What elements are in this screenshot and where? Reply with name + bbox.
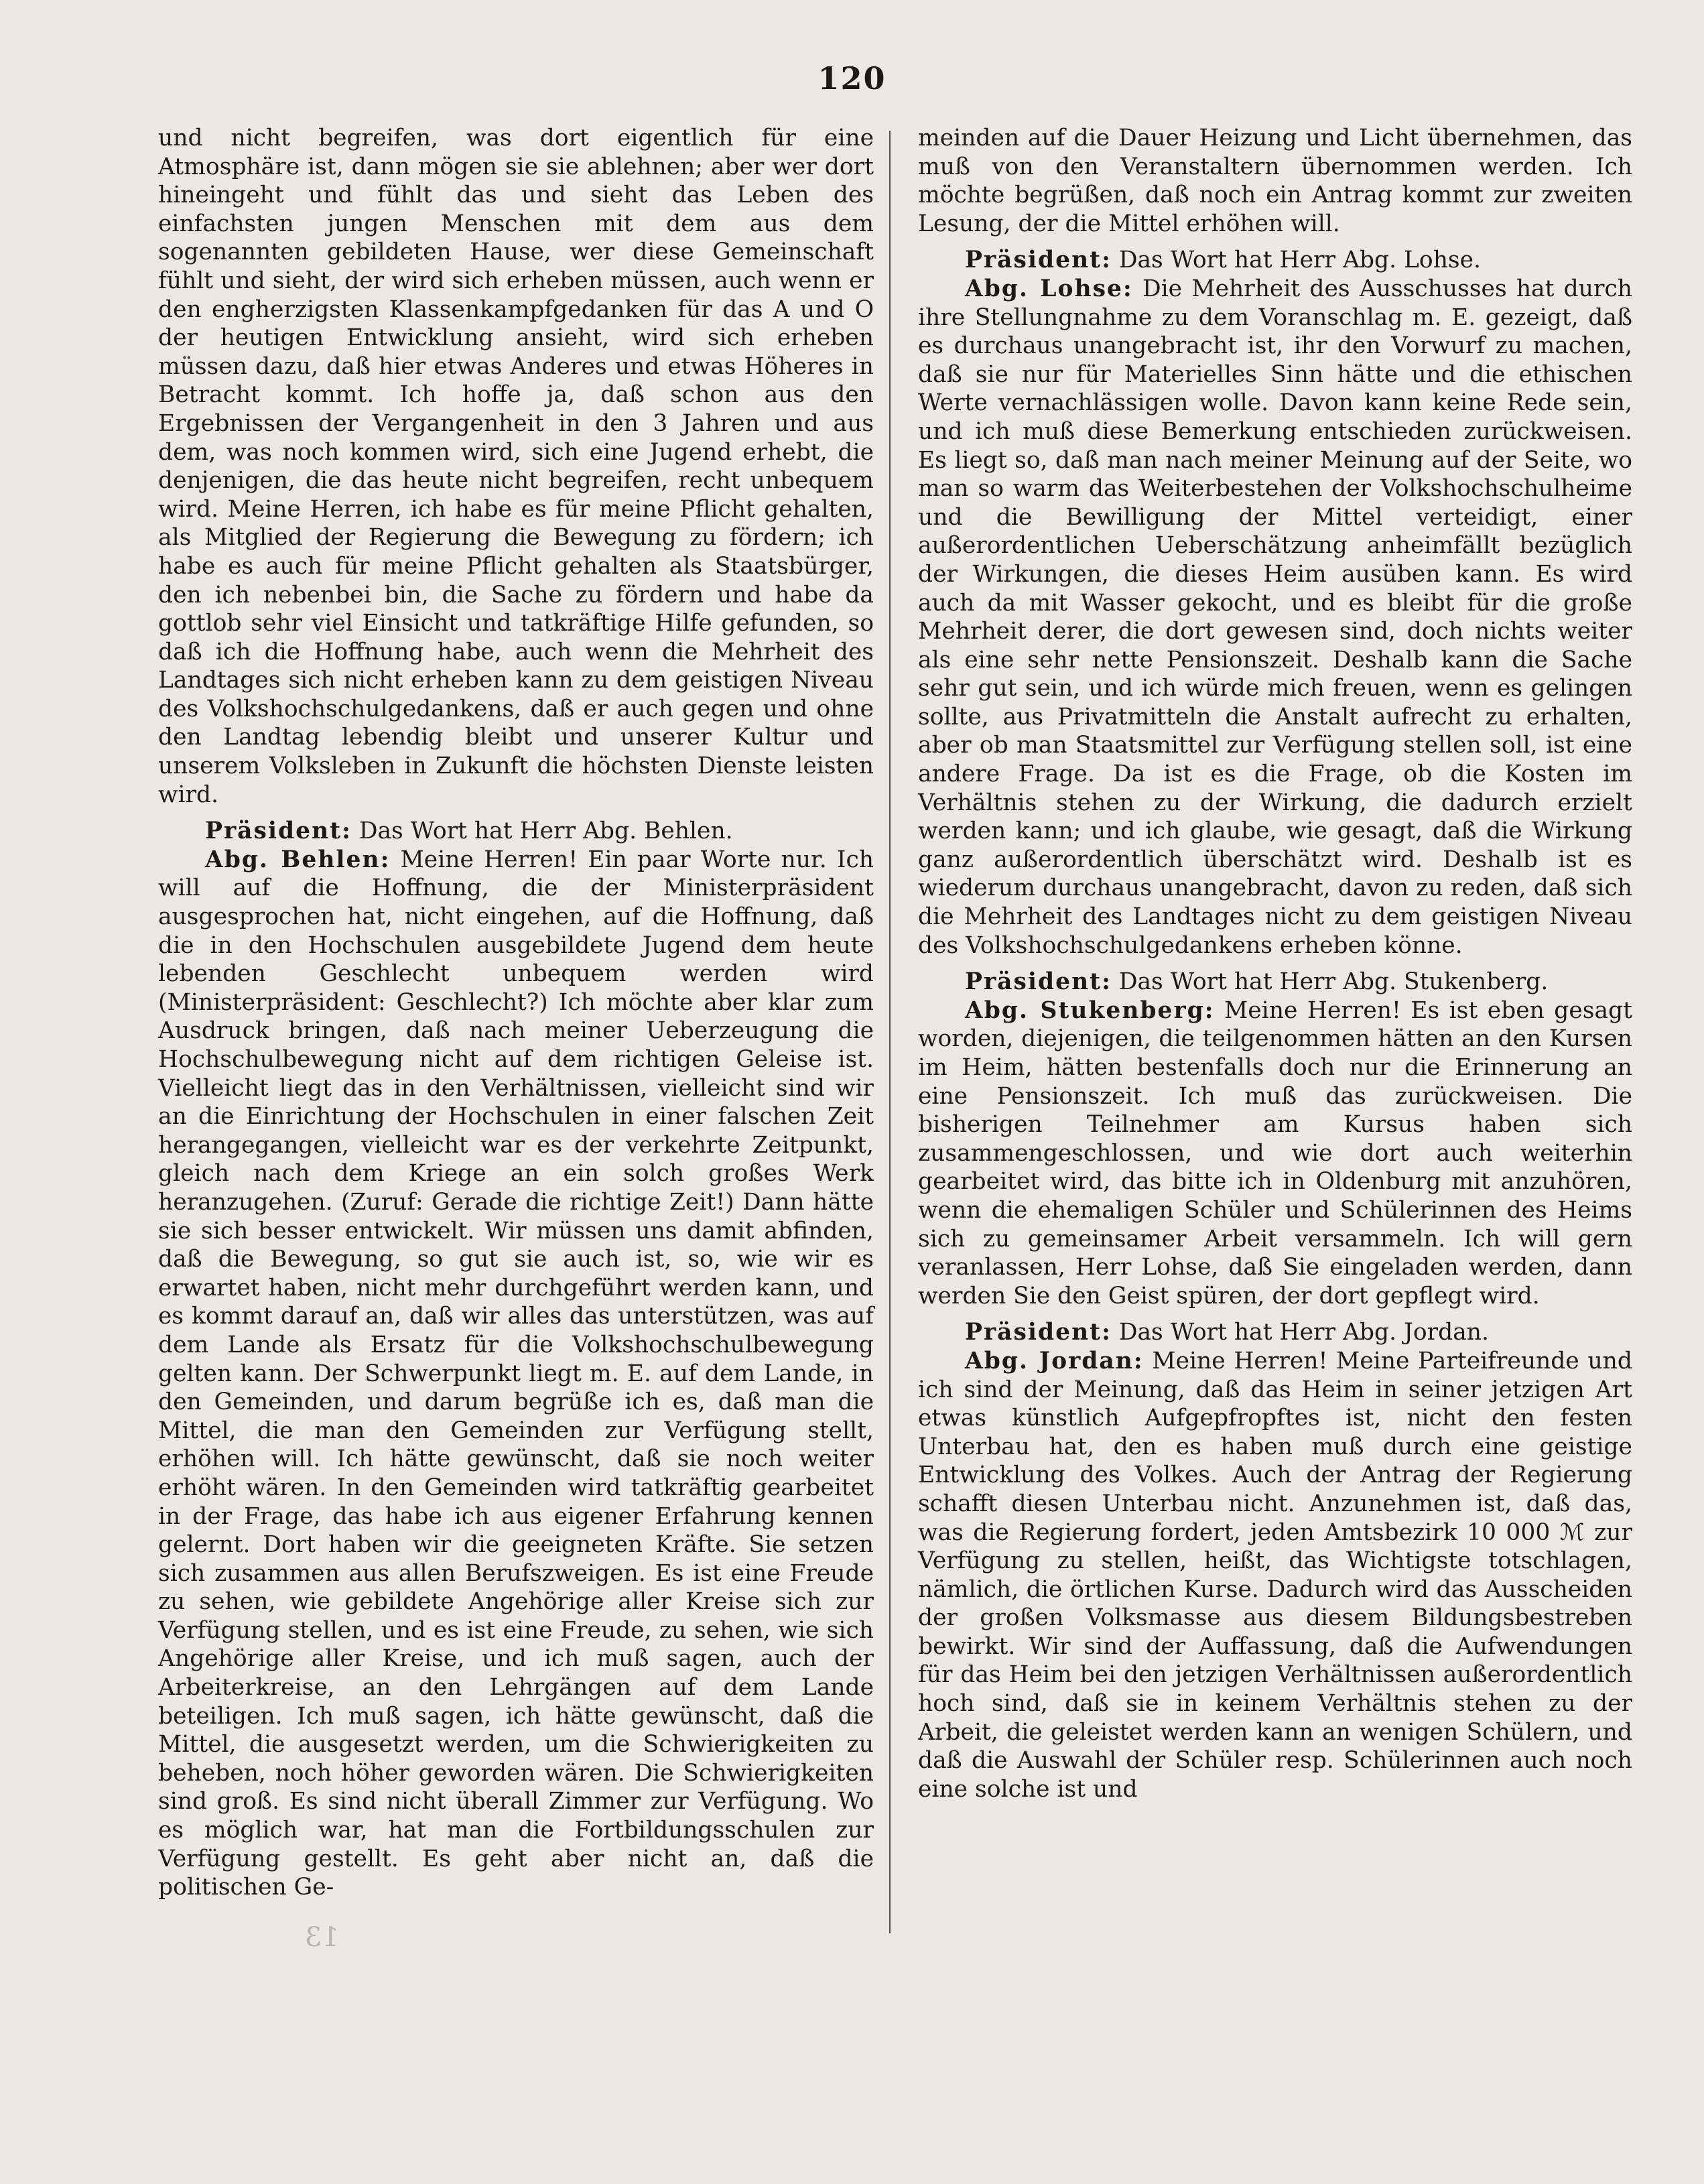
speaker-label: Präsident: [205,818,352,845]
paragraph-text: Meine Herren! Es ist eben gesagt worden, diejenigen, die teilgenommen hätten an den Kursen im Heim, hätten bestenfalls doch nur die Erinnerung an eine Pensionszeit. Ich muß das zurückweisen. Die bisherigen Teilnehmer am Kursus haben sich zusammengeschlossen, und wie dort auch weiterhin gearbeitet wird, das bitte ich in Oldenburg mit anzuhören, wenn die ehemaligen Schüler und Schülerinnen des Heims sich zu gemeinsamer Arbeit versammeln. Ich will gern veranlassen, Herr Lohse, daß Sie eingeladen werden, dann werden Sie den Geist spüren, der dort gepflegt wird. [918,997,1633,1309]
speaker-label: Präsident: [965,1319,1112,1346]
paragraph-text: Die Mehrheit des Ausschusses hat durch ihre Stellungnahme zu dem Voranschlag m. E. gezeigt, daß es durchaus unangebracht ist, ihr den Vorwurf zu machen, daß sie nur für Materielles Sinn hätte und die ethischen Werte vernachlässigen wolle. Davon kann keine Rede sein, und ich muß diese Bemerkung entschieden zurückweisen. Es liegt so, daß man nach meiner Meinung auf der Seite, wo man so warm das Weiterbestehen der Volkshochschulheime und die Bewilligung der Mittel verteidigt, einer außerordentlichen Ueberschätzung anheimfällt bezüglich der Wirkungen, die dieses Heim ausüben kann. Es wird auch da mit Wasser gekocht, und es bleibt für die große Mehrheit derer, die dort gewesen sind, doch nichts weiter als eine sehr nette Pensionszeit. Deshalb kann die Sache sehr gut sein, und ich würde mich freuen, wenn es gelingen sollte, aus Privatmitteln die Anstalt aufrecht zu erhalten, aber ob man Staatsmittel zur Verfügung stellen soll, ist eine andere Frage. Da ist es die Frage, ob die Kosten im Verhältnis stehen zu der Wirkung, die dadurch erzielt werden kann; und ich glaube, wie gesagt, daß die Wirkung ganz außerordentlich überschätzt wird. Deshalb ist es wiederum durchaus unangebracht, davon zu reden, daß sich die Mehrheit des Landtages nicht zu dem geistigen Niveau des Volkshochschulgedankens erheben könne. [918,275,1633,959]
paragraph-text: Das Wort hat Herr Abg. Jordan. [1118,1319,1489,1346]
speaker-paragraph [918,275,1632,960]
bleed-through-mark: 13 [305,1922,339,1953]
paragraph-text: Meine Herren! Ein paar Worte nur. Ich will auf die Hoffnung, die der Ministerpräsident ausgesprochen hat, nicht eingehen, auf die Hoffnung, daß die in den Hochschulen ausgebildete Jugend dem heute lebenden Geschlecht unbequem werden wird (Ministerpräsident: Geschlecht?) Ich möchte aber klar zum Ausdruck bringen, daß nach meiner Ueberzeugung die Hochschulbewegung nicht auf dem richtigen Geleise ist. Vielleicht liegt das in den Verhältnissen, vielleicht sind wir an die Einrichtung der Hochschulen in einer falschen Zeit herangegangen, vielleicht war es der verkehrte Zeitpunkt, gleich nach dem Kriege an ein solch großes Werk heranzugehen. (Zuruf: Gerade die richtige Zeit!) Dann hätte sie sich besser entwickelt. Wir müssen uns damit abfinden, daß die Bewegung, so gut sie auch ist, so, wie wir es erwartet haben, nicht mehr durchgeführt werden kann, und es kommt darauf an, daß wir alles das unterstützen, was auf dem Lande als Ersatz für die Volkshochschulbewegung gelten kann. Der Schwerpunkt liegt m. E. auf dem Lande, in den Gemeinden, und darum begrüße ich es, daß man die Mittel, die man den Gemeinden zur Verfügung stellt, erhöhen will. Ich hätte gewünscht, daß sie noch weiter erhöht wären. In den Gemeinden wird tatkräftig gearbeitet in der Frage, das habe ich aus eigener Erfahrung kennen gelernt. Dort haben wir die geeigneten Kräfte. Sie setzen sich zusammen aus allen Berufszweigen. Es ist eine Freude zu sehen, wie gebildete Angehörige aller Kreise sich zur Verfügung stellen, und es ist eine Freude, zu sehen, wie sich Angehörige aller Kreise, und ich muß sagen, auch der Arbeiterkreise, an den Lehrgängen auf dem Lande beteiligen. Ich muß sagen, ich hätte gewünscht, daß die Mittel, die ausgesetzt werden, um die Schwierigkeiten zu beheben, noch höher geworden wären. Die Schwierigkeiten sind groß. Es sind nicht überall Zimmer zur Verfügung. Wo es möglich war, hat man die Fortbildungsschulen zur Verfügung gestellt. Es geht aber nicht an, daß die politischen Ge- [158,846,874,1901]
speaker-label: Abg. Stukenberg: [965,997,1215,1024]
speaker-label: Präsident: [965,968,1112,996]
paragraph [918,124,1632,238]
speaker-paragraph [158,817,874,846]
paragraph-text: Das Wort hat Herr Abg. Behlen. [358,818,733,845]
speaker-paragraph [918,246,1632,275]
paragraph-text: und nicht begreifen, was dort eigentlich für eine Atmosphäre ist, dann mögen sie sie ablehnen; aber wer dort hineingeht und fühlt das und sieht das Leben des einfachsten jungen Menschen mit dem aus dem sogenannten gebildeten Hause, wer diese Gemeinschaft fühlt und sieht, der wird sich erheben müssen, auch wenn er den engherzigsten Klassenkampfgedanken für das A und O der heutigen Entwicklung ansieht, wird sich erheben müssen dazu, daß hier etwas Anderes und etwas Höheres in Betracht kommt. Ich hoffe ja, daß schon aus den Ergebnissen der Vergangenheit in den 3 Jahren und aus dem, was noch kommen wird, sich eine Jugend erhebt, die denjenigen, die das heute nicht begreifen, recht unbequem wird. Meine Herren, ich habe es für meine Pflicht gehalten, als Mitglied der Regierung die Bewegung zu fördern; ich habe es auch für meine Pflicht gehalten als Staatsbürger, den ich nebenbei bin, die Sache zu fördern und habe da gottlob sehr viel Einsicht und tatkräftige Hilfe gefunden, so daß ich die Hoffnung habe, auch wenn die Mehrheit des Landtages sich nicht erheben kann zu dem geistigen Niveau des Volkshochschulgedankens, daß er auch gegen und ohne den Landtag lebendig bleibt und unserer Kultur und unserem Volksleben in Zukunft die höchsten Dienste leisten wird. [158,125,874,808]
paragraph-text: meinden auf die Dauer Heizung und Licht übernehmen, das muß von den Veranstaltern übernommen werden. Ich möchte begrüßen, daß noch ein Antrag kommt zur zweiten Lesung, der die Mittel erhöhen will. [918,125,1632,237]
column-divider [889,131,891,1933]
speaker-paragraph [158,846,874,1902]
left-column [158,124,874,1902]
paragraph [158,124,874,809]
speaker-label: Abg. Behlen: [205,846,391,873]
speaker-paragraph [918,968,1632,997]
speaker-label: Präsident: [965,247,1112,274]
page-number: 120 [817,60,887,97]
speaker-paragraph [918,1347,1632,1804]
speaker-label: Abg. Lohse: [965,275,1133,302]
speaker-paragraph [918,997,1632,1311]
paragraph-text: Das Wort hat Herr Abg. Stukenberg. [1118,968,1549,996]
speaker-label: Abg. Jordan: [965,1347,1144,1374]
paragraph-text: Das Wort hat Herr Abg. Lohse. [1118,247,1482,274]
speaker-paragraph [918,1318,1632,1347]
paragraph-text: Meine Herren! Meine Parteifreunde und ich sind der Meinung, daß das Heim in seiner jetzigen Art etwas künstlich Aufgepfropftes ist, nicht den festen Unterbau hat, den es haben muß durch eine geistige Entwicklung des Volkes. Auch der Antrag der Regierung schafft diesen Unterbau nicht. Anzunehmen ist, daß das, was die Regierung fordert, jeden Amtsbezirk 10 000 ℳ zur Verfügung zu stellen, heißt, das Wichtigste totschlagen, nämlich, die örtlichen Kurse. Dadurch wird das Ausscheiden der großen Volksmasse aus diesem Bildungsbestreben bewirkt. Wir sind der Auffassung, daß die Aufwendungen für das Heim bei den jetzigen Verhältnissen außerordentlich hoch sind, daß sie in keinem Verhältnis stehen zu der Arbeit, die geleistet werden kann an wenigen Schülern, und daß die Auswahl der Schüler resp. Schülerinnen auch noch eine solche ist und [918,1347,1632,1803]
right-column [918,124,1632,1803]
